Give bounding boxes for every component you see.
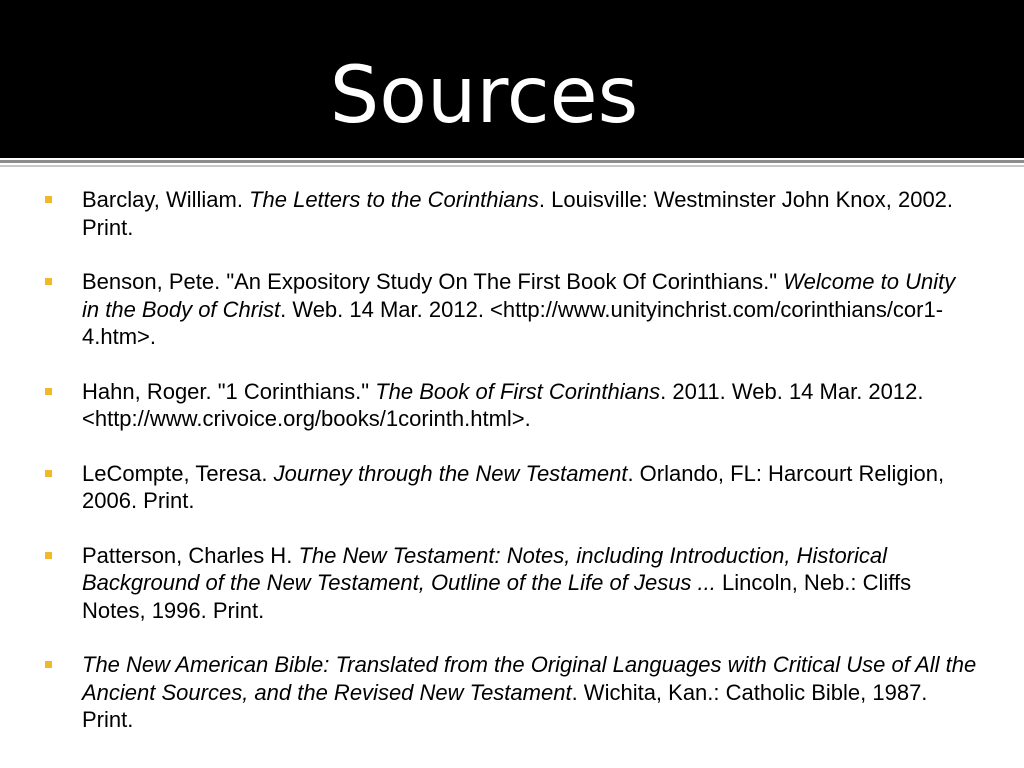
square-bullet-icon: [45, 196, 52, 203]
source-item: [0, 651, 1024, 734]
source-text-after: . 2011. Web. 14 Mar. 2012. <http://www.crivoice.org/books/1corinth.html>.: [82, 378, 924, 431]
source-title: Welcome to Unity in the Body of Christ: [82, 269, 956, 322]
square-bullet-icon: [45, 278, 52, 285]
title-divider-thin: [0, 165, 1024, 167]
source-title: The Letters to the Corinthians: [249, 187, 539, 212]
source-item: [0, 460, 1024, 515]
source-item: [0, 378, 1024, 433]
source-item: [0, 542, 1024, 625]
source-text-before: Benson, Pete. "An Expository Study On The First Book Of Corinthians.": [82, 269, 784, 294]
source-text-after: . Louisville: Westminster John Knox, 2002. Print.: [82, 187, 954, 240]
sources-list: [0, 186, 1024, 761]
square-bullet-icon: [45, 552, 52, 559]
source-text-after: . Orlando, FL: Harcourt Religion, 2006. Print.: [82, 460, 945, 513]
source-text-before: Hahn, Roger. "1 Corinthians.": [82, 378, 376, 404]
square-bullet-icon: [45, 661, 52, 668]
source-text-after: Lincoln, Neb.: Cliffs Notes, 1996. Print.: [82, 570, 912, 623]
page-title: Sources: [329, 51, 639, 141]
source-text-before: Barclay, William.: [82, 187, 250, 212]
title-divider: [0, 160, 1024, 163]
source-item: [0, 268, 1024, 351]
source-text-after: . Wichita, Kan.: Catholic Bible, 1987. Print.: [82, 679, 928, 732]
source-title: Journey through the New Testament: [273, 460, 628, 486]
source-item: [0, 186, 1024, 241]
source-title: The New Testament: Notes, including Introduction, Historical Background of the New Testament, Outline of the Life of Jesus ...: [82, 542, 888, 595]
square-bullet-icon: [45, 470, 52, 477]
source-text-before: LeCompte, Teresa.: [82, 460, 274, 486]
source-text-after: . Web. 14 Mar. 2012. <http://www.unityinchrist.com/corinthians/cor1-4.htm>.: [82, 296, 944, 349]
source-title: The New American Bible: Translated from the Original Languages with Critical Use of All the Ancient Sources, and the Revised New Testament: [82, 652, 977, 705]
source-title: The Book of First Corinthians: [375, 378, 661, 404]
square-bullet-icon: [45, 388, 52, 395]
source-text-before: Patterson, Charles H.: [82, 542, 299, 568]
